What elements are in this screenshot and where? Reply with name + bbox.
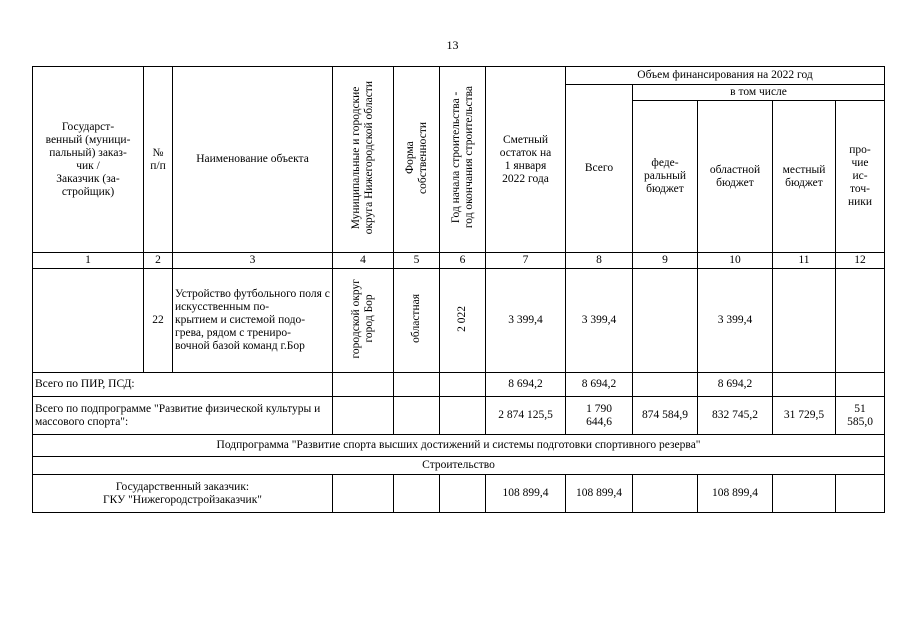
pir-total-regional: 8 694,2 [698, 373, 773, 397]
subprogram-total-row [33, 397, 885, 435]
object-total: 3 399,4 [566, 269, 633, 373]
object-ownership: областная [394, 269, 440, 373]
object-regional: 3 399,4 [698, 269, 773, 373]
header-years: Год начала строительства - год окончания строительства [440, 67, 486, 253]
header-row-1 [33, 67, 885, 85]
header-local: местный бюджет [773, 101, 836, 253]
column-number: 7 [486, 253, 566, 269]
header-federal: феде- ральный бюджет [633, 101, 698, 253]
object-row [33, 269, 885, 373]
column-number: 12 [836, 253, 885, 269]
header-ownership: Форма собственности [394, 67, 440, 253]
pir-total-row [33, 373, 885, 397]
column-number: 10 [698, 253, 773, 269]
subprogram-title: Подпрограмма "Развитие спорта высших достижений и системы подготовки спортивного резерва" [33, 435, 885, 457]
customer-label: Государственный заказчик: ГКУ "Нижегородстройзаказчик" [33, 475, 333, 513]
subprogram-title-row [33, 435, 885, 457]
header-municipality: Муниципальные и городские округа Нижегородской области [333, 67, 394, 253]
object-local [773, 269, 836, 373]
subprogram-total-remaining: 2 874 125,5 [486, 397, 566, 435]
customer-row [33, 475, 885, 513]
column-number: 6 [440, 253, 486, 269]
customer-regional: 108 899,4 [698, 475, 773, 513]
object-other [836, 269, 885, 373]
header-other: про- чие ис- точ- ники [836, 101, 885, 253]
subprogram-total-local: 31 729,5 [773, 397, 836, 435]
page-number: 13 [446, 38, 459, 52]
header-total: Всего [566, 85, 633, 253]
customer-total: 108 899,4 [566, 475, 633, 513]
column-number: 5 [394, 253, 440, 269]
header-including: в том числе [633, 85, 885, 101]
column-number: 1 [33, 253, 144, 269]
subprogram-total-regional: 832 745,2 [698, 397, 773, 435]
column-number: 4 [333, 253, 394, 269]
object-years: 2 022 [440, 269, 486, 373]
subprogram-total-other: 51 585,0 [836, 397, 885, 435]
object-name: Устройство футбольного поля с искусственным по- крытием и системой подо- грева, рядом с трениро- вочной базой команд г.Бор [173, 269, 333, 373]
column-number-row [33, 253, 885, 269]
column-number: 2 [144, 253, 173, 269]
object-customer-cell [33, 269, 144, 373]
column-number: 3 [173, 253, 333, 269]
object-federal [633, 269, 698, 373]
header-regional: областной бюджет [698, 101, 773, 253]
object-num: 22 [144, 269, 173, 373]
object-municipality: городской округ город Бор [333, 269, 394, 373]
header-customer: Государст- венный (муници- пальный) заказ- чик / Заказчик (за- стройщик) [33, 67, 144, 253]
subprogram-total-federal: 874 584,9 [633, 397, 698, 435]
column-number: 8 [566, 253, 633, 269]
pir-total-label: Всего по ПИР, ПСД: [33, 373, 333, 397]
pir-total-total: 8 694,2 [566, 373, 633, 397]
column-number: 11 [773, 253, 836, 269]
section-title: Строительство [33, 457, 885, 475]
financing-table [32, 66, 885, 513]
subprogram-total-total: 1 790 644,6 [566, 397, 633, 435]
section-title-row [33, 457, 885, 475]
column-number: 9 [633, 253, 698, 269]
header-object-name: Наименование объекта [173, 67, 333, 253]
header-funding-group: Объем финансирования на 2022 год [566, 67, 885, 85]
pir-total-remaining: 8 694,2 [486, 373, 566, 397]
subprogram-total-label: Всего по подпрограмме "Развитие физической культуры и массового спорта": [33, 397, 333, 435]
header-remaining: Сметный остаток на 1 января 2022 года [486, 67, 566, 253]
object-remaining: 3 399,4 [486, 269, 566, 373]
header-num: № п/п [144, 67, 173, 253]
customer-remaining: 108 899,4 [486, 475, 566, 513]
